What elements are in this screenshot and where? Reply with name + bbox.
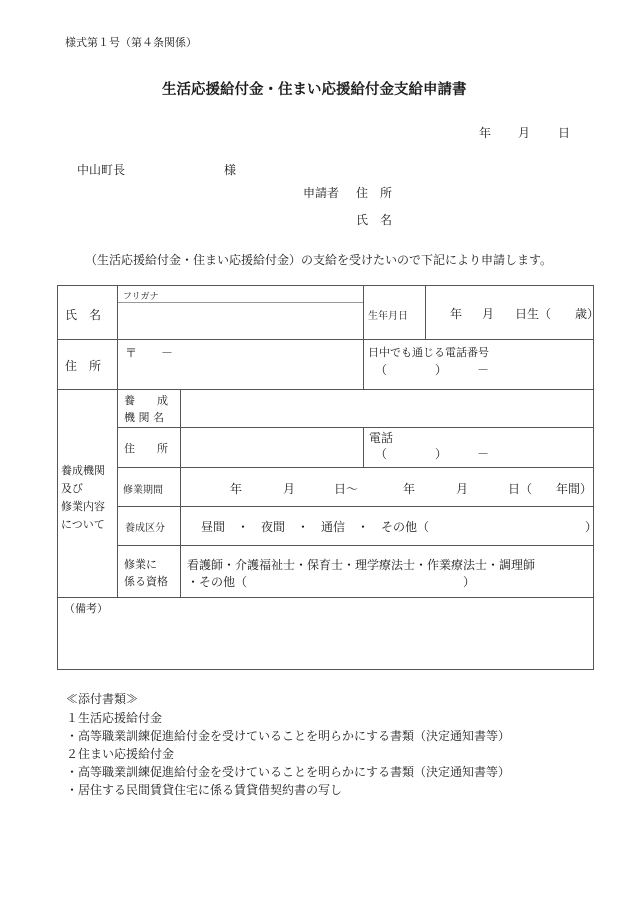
birthdate-label: 生年月日 <box>368 311 408 322</box>
day-phone-format: （ ） － <box>375 363 490 377</box>
name-field[interactable] <box>118 303 363 339</box>
qual-label-line: 係る資格 <box>124 575 168 588</box>
date-day-label: 日 <box>558 126 571 140</box>
furigana-label: フリガナ <box>123 292 159 302</box>
date-year-label: 年 <box>479 126 492 140</box>
institution-label-line: 機 関 名 <box>124 411 164 424</box>
day-phone-label: 日中でも通じる電話番号 <box>368 346 489 359</box>
intro-text: （生活応援給付金・住まい応援給付金）の支給を受けたいので下記により申請します。 <box>85 253 553 267</box>
qual-options-line1[interactable]: 看護師・介護福祉士・保育士・理学療法士・作業療法士・調理師 <box>187 558 536 572</box>
period-end-day-years: 日（ 年間） <box>508 482 593 496</box>
attachment-item: ・高等職業訓練促進給付金を受けていることを明らかにする書類（決定通知書等） <box>66 729 511 743</box>
addressee-name: 中山町長 <box>77 163 126 177</box>
inst-address-field[interactable] <box>181 428 363 467</box>
period-end-month: 月 <box>456 482 469 496</box>
attachment-item: ・居住する民間賃貸住宅に係る賃貸借契約書の写し <box>66 783 343 797</box>
birth-day-age-label: 日生（ 歳） <box>515 307 600 321</box>
section-label-line: 養成機関 <box>61 464 105 477</box>
address-field[interactable] <box>118 340 363 389</box>
birth-month-label: 月 <box>482 307 495 321</box>
postal-mark: 〒 － <box>125 346 174 360</box>
name-label: 氏 名 <box>65 308 102 322</box>
applicant-name-label: 氏 名 <box>356 213 393 227</box>
period-label: 修業期間 <box>123 485 163 496</box>
inst-address-label: 住 所 <box>124 442 168 455</box>
remarks-label: （備考） <box>64 602 108 615</box>
form-number: 様式第１号（第４条関係） <box>65 36 197 49</box>
attachment-item: １生活応援給付金 <box>66 711 163 725</box>
section-label-line: 修業内容 <box>61 500 105 513</box>
address-label: 住 所 <box>65 359 102 373</box>
period-start-day: 日～ <box>334 482 359 496</box>
phone-label: 電話 <box>369 431 394 445</box>
applicant-address-label: 住 所 <box>356 186 393 200</box>
addressee-honorific: 様 <box>224 163 237 177</box>
class-options[interactable]: 昼間 ・ 夜間 ・ 通信 ・ その他（ ） <box>201 520 598 534</box>
furigana-field[interactable] <box>118 286 363 302</box>
class-label: 養成区分 <box>125 523 165 534</box>
period-start-year: 年 <box>230 482 243 496</box>
applicant-label: 申請者 <box>303 186 340 200</box>
qual-label-line: 修業に <box>124 558 157 571</box>
period-start-month: 月 <box>283 482 296 496</box>
attachment-item: ２住まい応援給付金 <box>66 747 175 761</box>
page-title: 生活応援給付金・住まい応援給付金支給申請書 <box>162 81 467 98</box>
phone-format: （ ） － <box>375 447 490 461</box>
institution-name-field[interactable] <box>181 390 593 427</box>
section-label-line: について <box>61 518 105 531</box>
remarks-field[interactable] <box>58 616 593 669</box>
section-label-line: 及び <box>61 482 83 495</box>
period-end-year: 年 <box>403 482 416 496</box>
date-month-label: 月 <box>518 126 531 140</box>
attachments-heading: ≪添付書類≫ <box>66 692 139 706</box>
birth-year-label: 年 <box>450 307 463 321</box>
qual-options-line2[interactable]: ・その他（ ） <box>187 575 476 589</box>
attachment-item: ・高等職業訓練促進給付金を受けていることを明らかにする書類（決定通知書等） <box>66 765 511 779</box>
institution-label-line: 養 成 <box>124 394 168 407</box>
